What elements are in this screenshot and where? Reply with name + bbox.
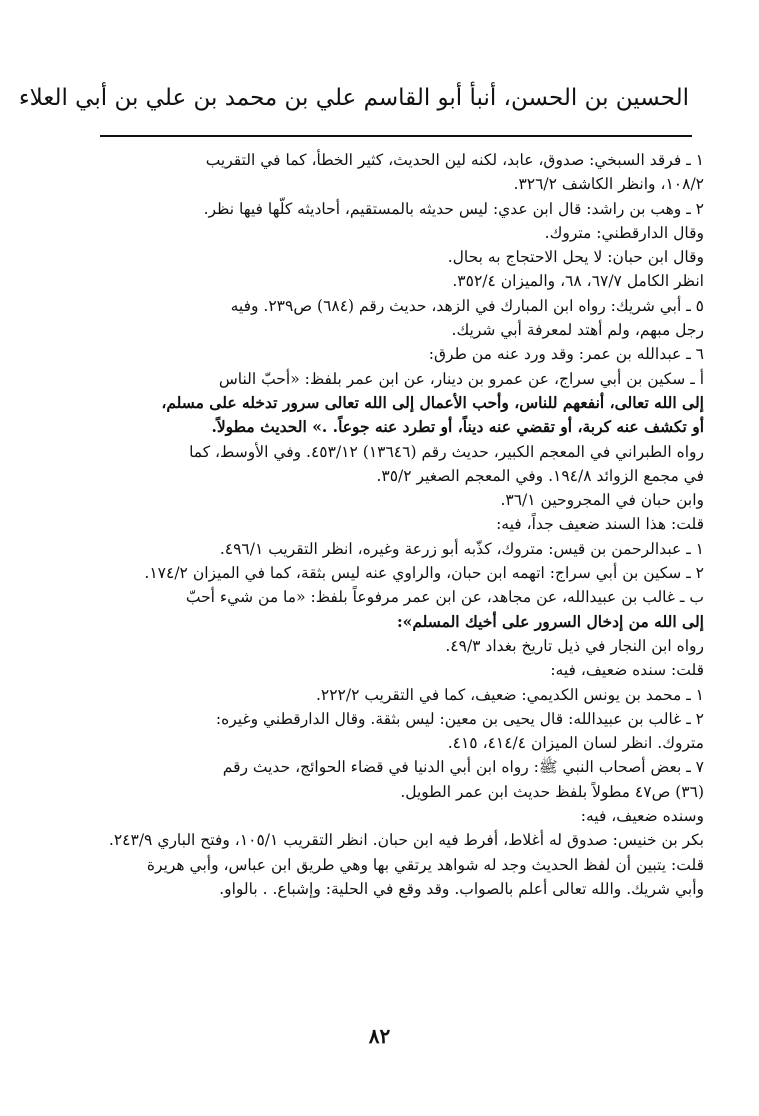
- text-line: رجل مبهم، ولم أهتد لمعرفة أبي شريك.: [451, 321, 704, 340]
- page-number: ٨٢: [368, 1024, 391, 1048]
- text-line: ١٠٨/٢، وانظر الكاشف ٣٢٦/٢.: [513, 175, 704, 194]
- text-line: وقال ابن حبان: لا يحل الاحتجاج به بحال.: [447, 248, 704, 267]
- text-line: قلت: يتبين أن لفظ الحديث وجد له شواهد يرتقي بها وهي طريق ابن عباس، وأبي هريرة: [146, 855, 704, 874]
- text-line: أو تكشف عنه كربة، أو تقضي عنه ديناً، أو تطرد عنه جوعاً. .» الحديث مطولاً.: [211, 417, 704, 437]
- text-line: وسنده ضعيف، فيه:: [580, 807, 704, 826]
- text-line: رواه ابن النجار في ذيل تاريخ بغداد ٤٩/٣.: [445, 636, 704, 655]
- text-line: رواه الطبراني في المعجم الكبير، حديث رقم (١٣٦٤٦) ٤٥٣/١٢. وفي الأوسط، كما: [189, 442, 704, 461]
- text-line: وابن حبان في المجروحين ٣٦/١.: [500, 491, 704, 510]
- text-line: انظر الكامل ٦٧/٧، ٦٨، والميزان ٣٥٢/٤.: [452, 272, 704, 291]
- header-rule: [100, 135, 692, 137]
- text-line: ب ـ غالب بن عبيدالله، عن مجاهد، عن ابن عمر مرفوعاً بلفظ: «ما من شيء أحبّ: [185, 588, 704, 607]
- text-line: ٢ ـ وهب بن راشد: قال ابن عدي: ليس حديثه بالمستقيم، أحاديثه كلّها فيها نظر.: [203, 199, 704, 218]
- text-line: ١ ـ محمد بن يونس الكديمي: ضعيف، كما في التقريب ٢٢٢/٢.: [315, 685, 704, 704]
- text-line: إلى الله من إدخال السرور على أخيك المسلم»:: [396, 611, 704, 631]
- text-line: قلت: سنده ضعيف، فيه:: [550, 661, 704, 680]
- text-line: ٢ ـ غالب بن عبيدالله: قال يحيى بن معين: ليس بثقة. وقال الدارقطني وغيره:: [215, 709, 704, 728]
- text-line: أ ـ سكين بن أبي سراج، عن عمرو بن دينار، عن ابن عمر بلفظ: «أحبّ الناس: [218, 369, 704, 388]
- text-line: ٦ ـ عبدالله بن عمر: وقد ورد عنه من طرق:: [428, 345, 704, 364]
- text-line: ٢ ـ سكين بن أبي سراج: اتهمه ابن حبان، والراوي عنه ليس بثقة، كما في الميزان ١٧٤/٢.: [144, 564, 704, 583]
- text-line: ٧ ـ بعض أصحاب النبي ﷺ: رواه ابن أبي الدنيا في قضاء الحوائج، حديث رقم: [222, 758, 704, 777]
- text-line: ١ ـ عبدالرحمن بن قيس: متروك، كذّبه أبو زرعة وغيره، انظر التقريب ٤٩٦/١.: [219, 539, 704, 558]
- text-line: بكر بن خنيس: صدوق له أغلاط، أفرط فيه ابن حبان. انظر التقريب ١٠٥/١، وفتح الباري ٢٤٣/٩.: [108, 831, 704, 850]
- text-line: ٥ ـ أبي شريك: رواه ابن المبارك في الزهد، حديث رقم (٦٨٤) ص٢٣٩. وفيه: [230, 296, 704, 315]
- running-header: الحسين بن الحسن، أنبأ أبو القاسم علي بن محمد بن علي بن أبي العلاء: [18, 85, 689, 111]
- text-line: متروك. انظر لسان الميزان ٤١٤/٤، ٤١٥.: [447, 734, 704, 753]
- text-line: وقال الدارقطني: متروك.: [544, 223, 704, 242]
- text-line: قلت: هذا السند ضعيف جداً، فيه:: [496, 515, 704, 534]
- text-line: في مجمع الزوائد ١٩٤/٨. وفي المعجم الصغير ٣٥/٢.: [376, 466, 704, 485]
- text-line: (٣٦) ص٤٧ مطولاً بلفظ حديث ابن عمر الطويل.: [400, 782, 704, 801]
- text-line: وأبي شريك. والله تعالى أعلم بالصواب. وقد وقع في الحلية: وإشباع. . بالواو.: [219, 879, 704, 898]
- footnotes-body: [99, 148, 704, 901]
- text-line: ١ ـ فرقد السبخي: صدوق، عابد، لكنه لين الحديث، كثير الخطأ، كما في التقريب: [205, 151, 704, 169]
- text-line: إلى الله تعالى، أنفعهم للناس، وأحب الأعمال إلى الله تعالى سرور تدخله على مسلم،: [161, 392, 704, 412]
